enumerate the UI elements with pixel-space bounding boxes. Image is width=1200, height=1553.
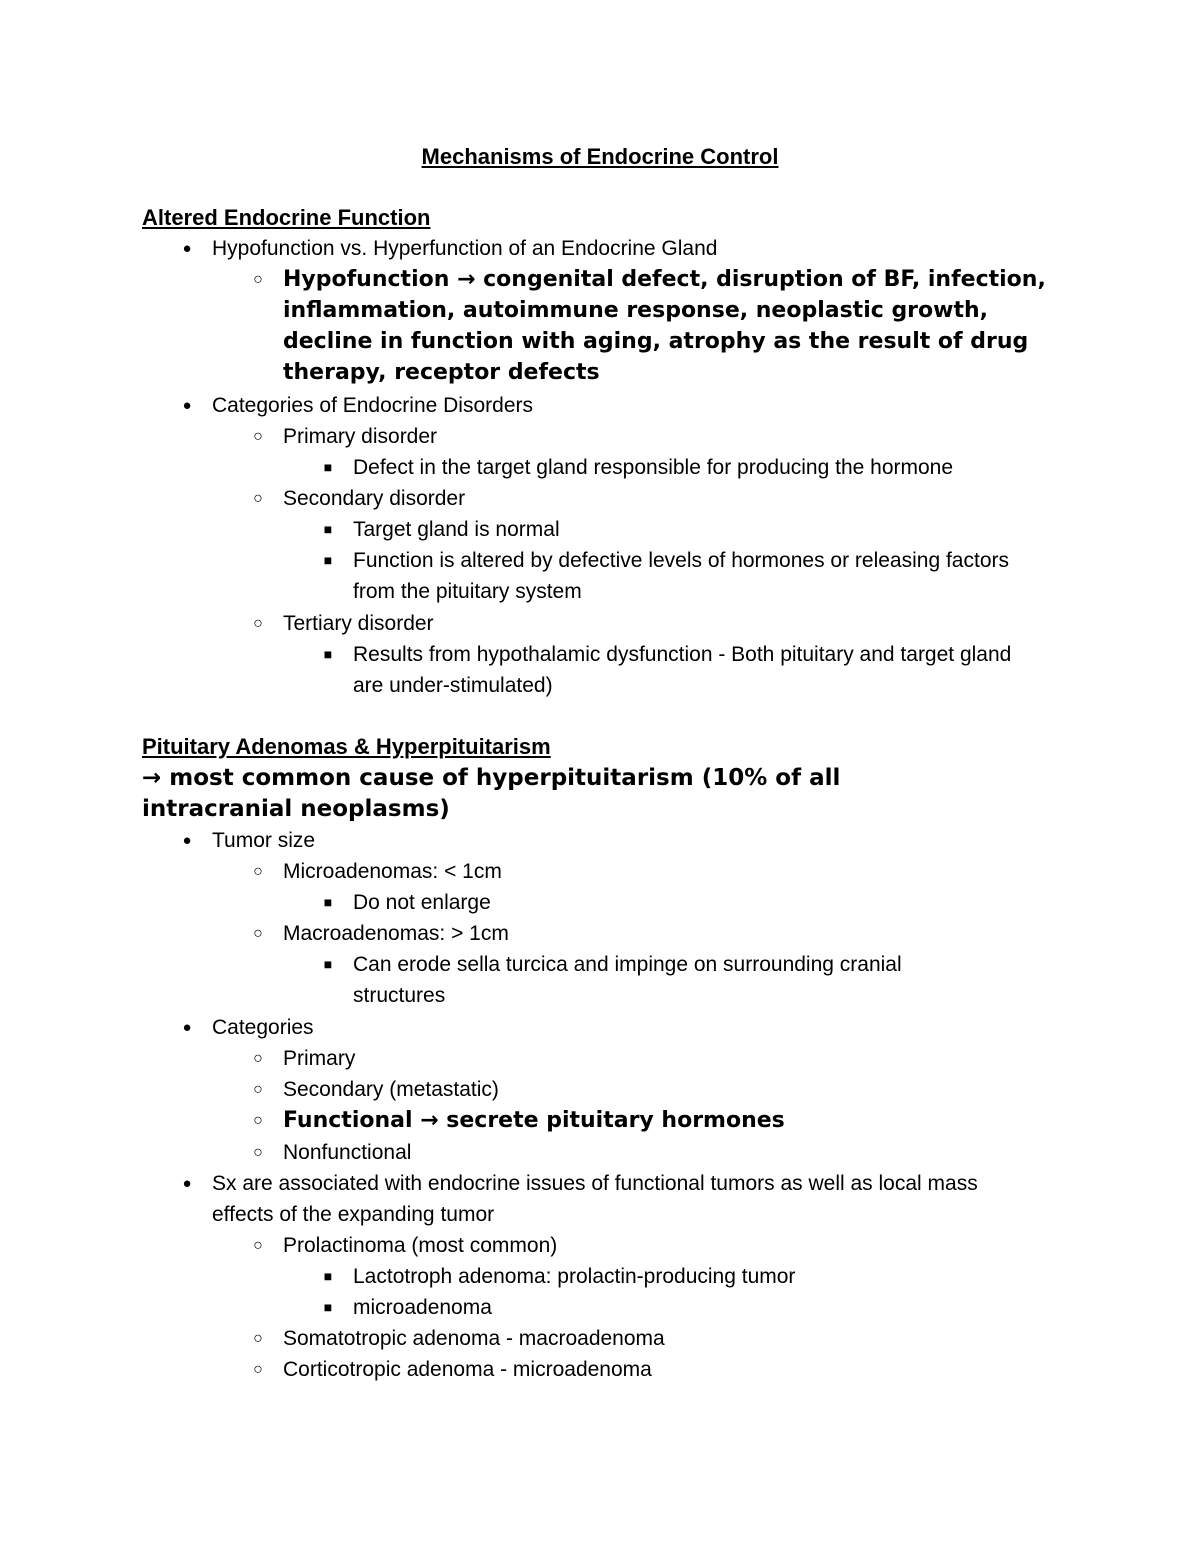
list-item bbox=[323, 514, 1073, 545]
list-item bbox=[323, 545, 1043, 607]
bullet-square-icon: ■ bbox=[323, 521, 333, 537]
list-item bbox=[323, 1261, 1073, 1292]
list-item bbox=[253, 1323, 1083, 1354]
list-item-text: Macroadenomas: > 1cm bbox=[283, 922, 509, 945]
list-item-text: Primary bbox=[283, 1047, 356, 1070]
bullet-circle-icon: ○ bbox=[253, 1330, 263, 1347]
bullet-square-icon: ■ bbox=[323, 894, 333, 910]
list-item-text: Hypofunction vs. Hyperfunction of an Endocrine Gland bbox=[212, 237, 718, 260]
list-item bbox=[253, 264, 1063, 388]
list-item-text: Microadenomas: < 1cm bbox=[283, 860, 502, 883]
list-item-text: Do not enlarge bbox=[353, 891, 491, 914]
list-item bbox=[253, 1105, 1083, 1136]
list-item-text: Secondary disorder bbox=[283, 487, 466, 510]
list-item bbox=[253, 1137, 1083, 1168]
list-item bbox=[182, 825, 1092, 856]
bullet-circle-icon: ○ bbox=[253, 1144, 263, 1161]
list-item-text: Lactotroph adenoma: prolactin-producing tumor bbox=[353, 1265, 796, 1288]
list-item-text: Defect in the target gland responsible for producing the hormone bbox=[353, 456, 954, 479]
bullet-circle-icon: ○ bbox=[253, 1050, 263, 1067]
bullet-square-icon: ■ bbox=[323, 459, 333, 475]
list-item bbox=[323, 639, 1043, 701]
bullet-circle-icon: ○ bbox=[253, 1081, 263, 1098]
list-item bbox=[253, 1354, 1083, 1385]
bullet-disc-icon: ● bbox=[182, 397, 192, 414]
list-item bbox=[182, 1012, 1092, 1043]
bullet-circle-icon: ○ bbox=[253, 271, 263, 288]
list-item bbox=[182, 233, 1092, 264]
list-item bbox=[253, 483, 1083, 514]
list-item-text: Corticotropic adenoma - microadenoma bbox=[283, 1358, 652, 1381]
list-item bbox=[323, 452, 1073, 483]
bullet-square-icon: ■ bbox=[323, 646, 333, 662]
list-item-text: Sx are associated with endocrine issues of functional tumors as well as local mass effects of the expanding tumor bbox=[212, 1172, 978, 1226]
list-item-text: Primary disorder bbox=[283, 425, 438, 448]
bullet-circle-icon: ○ bbox=[253, 1361, 263, 1378]
list-item bbox=[323, 949, 993, 1011]
bullet-disc-icon: ● bbox=[182, 240, 192, 257]
list-item-text: Categories of Endocrine Disorders bbox=[212, 394, 533, 417]
list-item-text: Target gland is normal bbox=[353, 518, 560, 541]
list-item-text: Results from hypothalamic dysfunction - Both pituitary and target gland are under-stimulated) bbox=[353, 643, 1012, 697]
list-item bbox=[323, 887, 1073, 918]
list-item bbox=[323, 1292, 1073, 1323]
list-item-text: Tertiary disorder bbox=[283, 612, 434, 635]
bullet-disc-icon: ● bbox=[182, 1019, 192, 1036]
bullet-circle-icon: ○ bbox=[253, 925, 263, 942]
section-heading-altered-endocrine-function: Altered Endocrine Function bbox=[142, 205, 431, 230]
section-heading-pituitary-adenomas: Pituitary Adenomas & Hyperpituitarism bbox=[142, 734, 551, 759]
section-lead-text: → most common cause of hyperpituitarism (10% of all intracranial neoplasms) bbox=[142, 765, 841, 822]
bullet-square-icon: ■ bbox=[323, 1299, 333, 1315]
bullet-circle-icon: ○ bbox=[253, 615, 263, 632]
list-item bbox=[253, 608, 1083, 639]
bullet-square-icon: ■ bbox=[323, 552, 333, 568]
bullet-circle-icon: ○ bbox=[253, 863, 263, 880]
list-item bbox=[253, 856, 1083, 887]
list-item bbox=[253, 918, 1083, 949]
list-item-text: Functional → secrete pituitary hormones bbox=[283, 1108, 785, 1133]
list-item bbox=[253, 1074, 1083, 1105]
list-item-text: Function is altered by defective levels of hormones or releasing factors from the pituitary system bbox=[353, 549, 1009, 603]
bullet-disc-icon: ● bbox=[182, 832, 192, 849]
list-item-text: microadenoma bbox=[353, 1296, 492, 1319]
bullet-square-icon: ■ bbox=[323, 1268, 333, 1284]
bullet-circle-icon: ○ bbox=[253, 490, 263, 507]
list-item-text: Somatotropic adenoma - macroadenoma bbox=[283, 1327, 665, 1350]
list-item bbox=[253, 1230, 1083, 1261]
bullet-disc-icon: ● bbox=[182, 1175, 192, 1192]
list-item-text: Prolactinoma (most common) bbox=[283, 1234, 558, 1257]
list-item bbox=[182, 1168, 1022, 1230]
list-item-text: Can erode sella turcica and impinge on surrounding cranial structures bbox=[353, 953, 902, 1007]
bullet-square-icon: ■ bbox=[323, 956, 333, 972]
list-item-text: Secondary (metastatic) bbox=[283, 1078, 499, 1101]
bullet-circle-icon: ○ bbox=[253, 428, 263, 445]
list-item bbox=[182, 390, 1092, 421]
list-item-text: Hypofunction → congenital defect, disruption of BF, infection, inflammation, autoimmune response, neoplastic growth, decline in function with aging, atrophy as the result of drug therapy, receptor defects bbox=[283, 267, 1046, 385]
bullet-circle-icon: ○ bbox=[253, 1112, 263, 1129]
list-item-text: Categories bbox=[212, 1016, 314, 1039]
list-item bbox=[253, 1043, 1083, 1074]
page-title: Mechanisms of Endocrine Control bbox=[421, 144, 779, 169]
list-item-text: Nonfunctional bbox=[283, 1141, 412, 1164]
list-item bbox=[253, 421, 1083, 452]
list-item-text: Tumor size bbox=[212, 829, 316, 852]
bullet-circle-icon: ○ bbox=[253, 1237, 263, 1254]
